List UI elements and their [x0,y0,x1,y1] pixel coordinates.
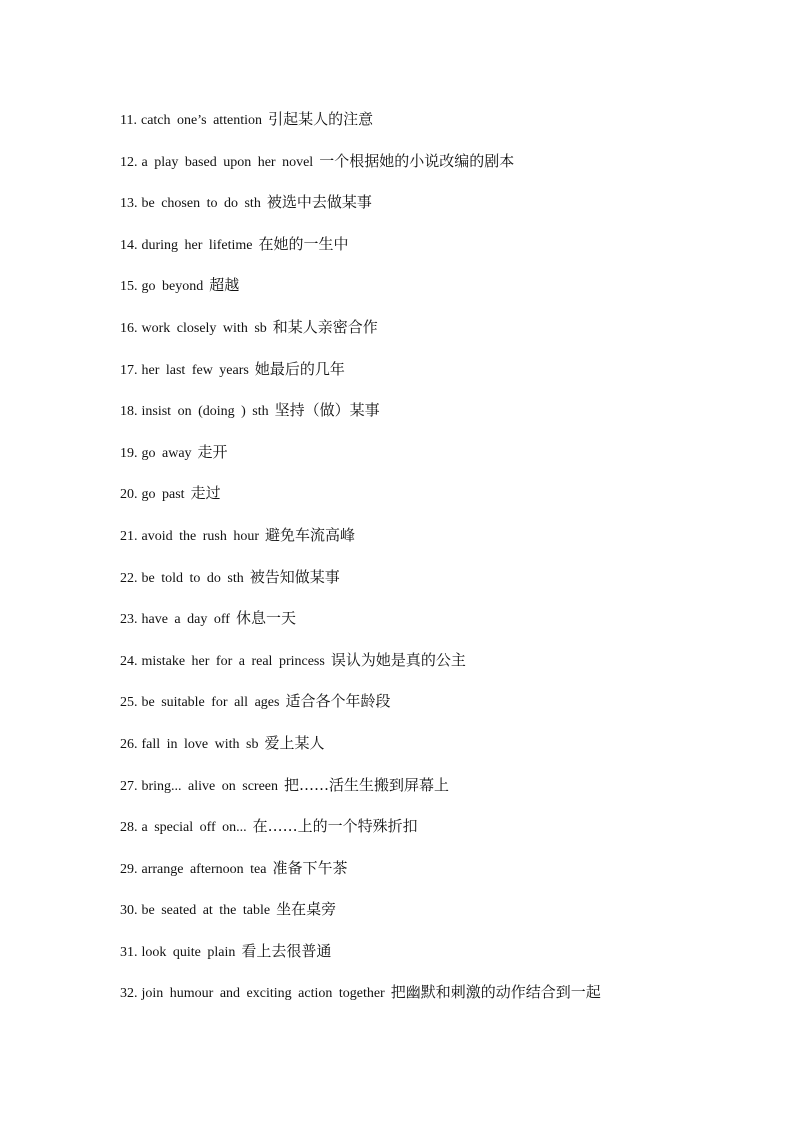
chinese-meaning: 坐在桌旁 [276,900,337,919]
chinese-meaning: 准备下午茶 [272,858,348,877]
item-number: 16. [120,320,138,336]
item-number: 25. [120,695,138,711]
item-number: 11. [120,113,137,128]
list-item [120,773,760,815]
item-number: 17. [120,362,138,378]
chinese-meaning: 在……上的一个特殊折扣 [252,817,418,836]
chinese-meaning: 把……活生生搬到屏幕上 [284,775,450,794]
english-phrase: during her lifetime [141,237,253,253]
list-item [120,897,760,939]
list-item [120,731,760,773]
english-phrase: look quite plain [141,944,236,960]
chinese-meaning: 一个根据她的小说改编的剧本 [319,151,515,170]
english-phrase: bring... alive on screen [141,778,279,794]
list-item [120,481,760,523]
english-phrase: have a day off [141,612,230,628]
list-item [120,315,760,357]
item-number: 27. [120,778,138,794]
list-item [120,939,760,981]
list-item [120,856,760,898]
english-phrase: arrange afternoon tea [141,861,267,877]
chinese-meaning: 看上去很普通 [241,941,332,960]
item-number: 18. [120,404,138,420]
list-item [120,149,760,191]
english-phrase: be told to do sth [141,570,244,586]
item-number: 14. [120,237,138,253]
chinese-meaning: 爱上某人 [264,733,325,752]
item-number: 24. [120,653,138,669]
english-phrase: her last few years [141,362,249,378]
chinese-meaning: 超越 [209,276,240,295]
list-item [120,689,760,731]
list-item [120,357,760,399]
item-number: 30. [120,903,138,919]
chinese-meaning: 引起某人的注意 [268,110,374,128]
list-item [120,523,760,565]
item-number: 22. [120,570,138,586]
english-phrase: work closely with sb [141,320,267,336]
item-number: 28. [120,820,138,836]
list-item [120,980,760,1022]
item-number: 31. [120,944,138,960]
english-phrase: fall in love with sb [141,736,259,752]
item-number: 26. [120,736,138,752]
item-number: 13. [120,196,138,212]
item-number: 19. [120,445,138,461]
item-number: 12. [120,154,138,170]
english-phrase: catch one’s attention [140,113,263,128]
english-phrase: be seated at the table [141,903,271,919]
list-item [120,565,760,607]
chinese-meaning: 避免车流高峰 [264,525,355,544]
chinese-meaning: 她最后的几年 [254,359,345,378]
english-phrase: a special off on... [141,820,247,836]
chinese-meaning: 被告知做某事 [249,567,340,586]
list-item [120,398,760,440]
chinese-meaning: 误认为她是真的公主 [330,650,466,669]
english-phrase: join humour and exciting action together [141,986,385,1002]
english-phrase: a play based upon her novel [141,154,314,170]
list-item [120,606,760,648]
item-number: 23. [120,612,138,628]
chinese-meaning: 坚持（做）某事 [274,401,380,420]
item-number: 21. [120,528,138,544]
english-phrase: insist on (doing ) sth [141,404,269,420]
english-phrase: mistake her for a real princess [141,653,325,669]
english-phrase: go past [141,487,185,503]
chinese-meaning: 走过 [190,484,221,503]
chinese-meaning: 适合各个年龄段 [285,692,391,711]
list-item [120,190,760,232]
chinese-meaning: 被选中去做某事 [266,193,372,212]
item-number: 15. [120,279,138,295]
list-item [120,232,760,274]
chinese-meaning: 和某人亲密合作 [272,317,378,336]
item-number: 32. [120,986,138,1002]
chinese-meaning: 把幽默和刺激的动作结合到一起 [390,983,601,1002]
english-phrase: avoid the rush hour [141,528,259,544]
chinese-meaning: 在她的一生中 [258,234,349,253]
list-item [120,107,760,149]
list-item [120,440,760,482]
chinese-meaning: 走开 [197,442,228,461]
list-item [120,814,760,856]
item-number: 20. [120,487,138,503]
list-item [120,273,760,315]
chinese-meaning: 休息一天 [235,609,296,628]
english-phrase: go beyond [141,279,204,295]
english-phrase: be suitable for all ages [141,695,280,711]
english-phrase: go away [141,445,192,461]
phrase-list [120,107,760,1022]
english-phrase: be chosen to do sth [141,196,261,212]
list-item [120,648,760,690]
item-number: 29. [120,861,138,877]
